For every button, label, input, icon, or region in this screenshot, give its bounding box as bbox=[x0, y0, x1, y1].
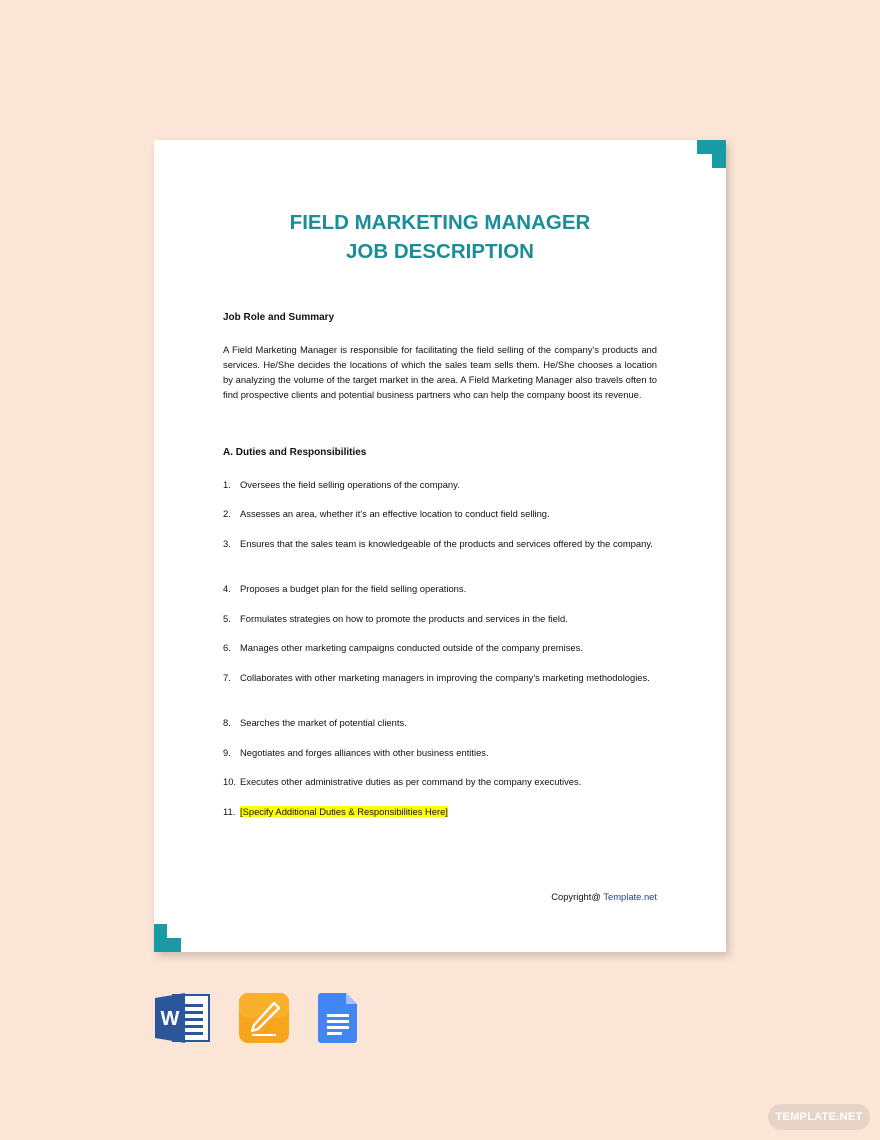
duty-text: Formulates strategies on how to promote the products and services in the field. bbox=[240, 613, 568, 624]
duty-number: 3. bbox=[223, 538, 231, 549]
duty-text-placeholder: [Specify Additional Duties & Responsibilities Here] bbox=[240, 806, 448, 817]
copyright-link[interactable]: Template.net bbox=[603, 891, 657, 902]
duty-item bbox=[223, 670, 657, 685]
duty-item bbox=[223, 581, 657, 596]
duty-item bbox=[223, 745, 657, 760]
document-page bbox=[154, 140, 726, 952]
duty-number: 10. bbox=[223, 776, 237, 787]
duty-text: Searches the market of potential clients. bbox=[240, 717, 407, 728]
duty-text: Collaborates with other marketing managers in improving the company's marketing methodologies. bbox=[240, 672, 650, 683]
duty-number: 2. bbox=[223, 508, 231, 519]
word-icon[interactable] bbox=[155, 992, 211, 1044]
svg-text:W: W bbox=[160, 1008, 180, 1030]
duty-text: Proposes a budget plan for the field selling operations. bbox=[240, 583, 467, 594]
duty-number: 1. bbox=[223, 479, 231, 490]
copyright-notice bbox=[551, 891, 657, 902]
summary-heading: Job Role and Summary bbox=[223, 312, 335, 323]
google-docs-icon[interactable] bbox=[318, 992, 358, 1044]
duty-text: Oversees the field selling operations of the company. bbox=[240, 479, 460, 490]
duty-text: Negotiates and forges alliances with other business entities. bbox=[240, 747, 489, 758]
duty-text: Manages other marketing campaigns conducted outside of the company premises. bbox=[240, 642, 583, 653]
duty-text: Ensures that the sales team is knowledgeable of the products and services offered by the company. bbox=[240, 538, 653, 549]
duty-number: 6. bbox=[223, 642, 231, 653]
summary-paragraph: A Field Marketing Manager is responsible for facilitating the field selling of the company's products and services. He/She decides the locations of which the sales team sells them. He/She chooses a location by analyzing the volume of the target market in the area. A Field Marketing Manager also travels often to find prospective clients and potential business partners who can help the company boost its revenue. bbox=[223, 344, 657, 400]
duty-item bbox=[223, 774, 657, 789]
title-line-1: FIELD MARKETING MANAGER bbox=[289, 211, 591, 234]
copyright-prefix: Copyright@ bbox=[551, 891, 604, 902]
duty-number: 9. bbox=[223, 747, 231, 758]
document-title bbox=[154, 208, 726, 266]
duty-item bbox=[223, 640, 657, 655]
duty-number: 4. bbox=[223, 583, 231, 594]
duty-item bbox=[223, 611, 657, 626]
duty-item bbox=[223, 536, 657, 551]
duty-number: 7. bbox=[223, 672, 231, 683]
pages-icon[interactable] bbox=[238, 992, 290, 1044]
duty-number: 11. bbox=[223, 806, 236, 817]
duties-heading: A. Duties and Responsibilities bbox=[223, 447, 367, 458]
corner-decoration-bottom-left bbox=[154, 924, 181, 952]
duty-item bbox=[223, 804, 657, 819]
duty-item bbox=[223, 715, 657, 730]
duty-text: Assesses an area, whether it's an effective location to conduct field selling. bbox=[240, 508, 550, 519]
duty-item bbox=[223, 477, 657, 492]
corner-decoration-top-right bbox=[697, 140, 726, 168]
duty-item bbox=[223, 506, 657, 521]
template-net-watermark[interactable]: TEMPLATE.NET bbox=[768, 1104, 870, 1130]
duty-text: Executes other administrative duties as per command by the company executives. bbox=[240, 776, 582, 787]
duty-number: 5. bbox=[223, 613, 231, 624]
duty-number: 8. bbox=[223, 717, 231, 728]
title-line-2: JOB DESCRIPTION bbox=[346, 240, 534, 263]
